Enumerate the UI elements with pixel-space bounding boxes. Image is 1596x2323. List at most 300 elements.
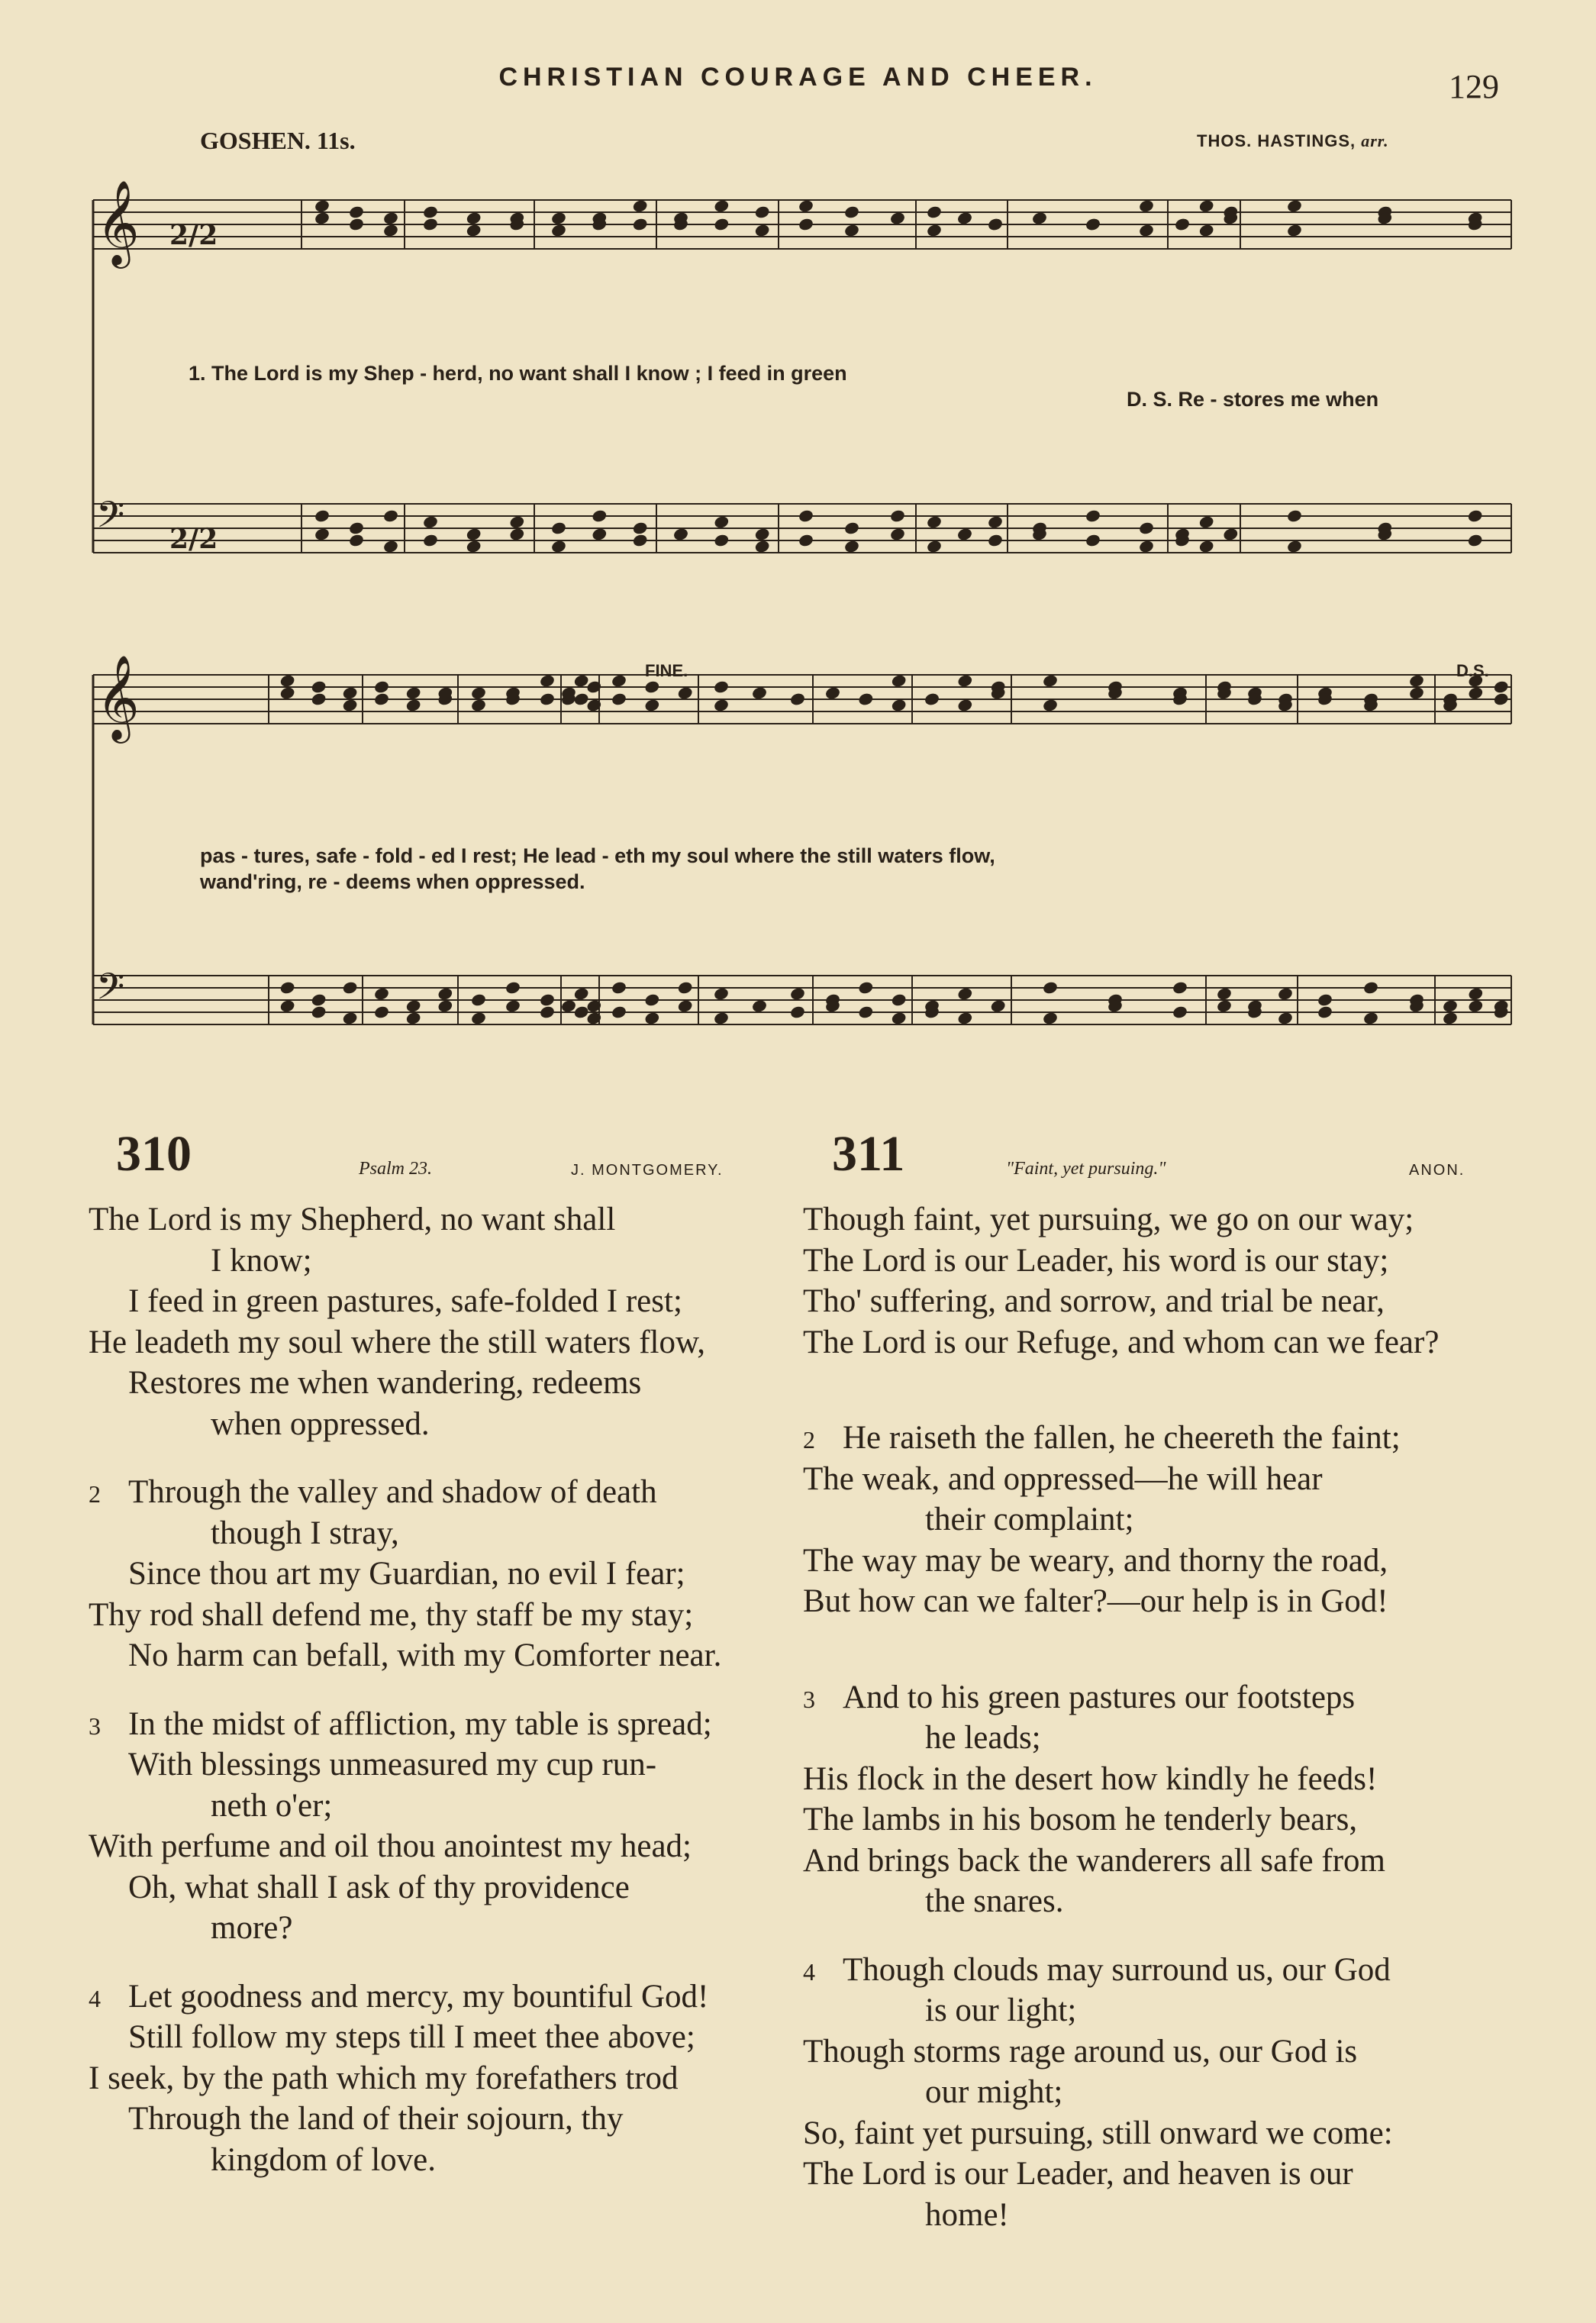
note-head	[279, 999, 296, 1013]
hymn-line	[803, 1841, 1513, 1882]
hymn-310-author: J. MONTGOMERY.	[571, 1162, 724, 1179]
note-head	[311, 992, 327, 1007]
note-head	[643, 992, 660, 1007]
note-head	[550, 223, 567, 237]
hymn-line	[89, 2058, 798, 2099]
note-head	[857, 980, 874, 995]
note-head	[889, 527, 906, 541]
note-head	[348, 521, 365, 535]
note-head	[891, 1011, 908, 1025]
line-text: Restores me when wandering, redeems	[128, 1365, 642, 1401]
line-text: The Lord is my Shepherd, no want shall	[89, 1202, 616, 1237]
line-text: His flock in the desert how kindly he feeds!	[803, 1760, 1378, 1797]
note-head	[677, 999, 694, 1013]
note-head	[1408, 686, 1425, 700]
note-head	[926, 223, 943, 237]
line-text: more?	[211, 1910, 293, 1946]
line-text: Though clouds may surround us, our God	[843, 1951, 1391, 1988]
stanza-gap	[89, 1676, 798, 1704]
note-head	[382, 508, 399, 523]
note-head	[643, 698, 660, 712]
lyrics-system2-line1: pas - tures, safe - fold - ed I rest; He lead - eth my soul where the still waters flow,	[200, 844, 995, 867]
note-head	[405, 1011, 422, 1025]
note-head	[470, 686, 487, 700]
note-head	[311, 679, 327, 694]
note-head	[373, 692, 390, 706]
note-head	[1172, 1005, 1188, 1019]
hymn-line	[803, 1418, 1513, 1459]
line-text: home!	[925, 2196, 1009, 2233]
hymn-311-text	[803, 1199, 1513, 2235]
note-head	[713, 1011, 730, 1025]
line-text: he leads;	[925, 1720, 1041, 1756]
lyrics-system1-line2: D. S. Re - stores me when	[1127, 388, 1379, 411]
line-text: neth o'er;	[211, 1787, 333, 1824]
line-text: kingdom of love.	[211, 2141, 436, 2178]
note-head	[956, 211, 973, 225]
note-head	[466, 223, 482, 237]
note-head	[643, 679, 660, 694]
note-head	[891, 698, 908, 712]
note-head	[314, 527, 330, 541]
hymn-line	[89, 1363, 798, 1404]
note-head	[1467, 986, 1484, 1001]
hymn-line	[803, 1677, 1513, 1718]
note-head	[843, 205, 860, 219]
line-text: I feed in green pastures, safe-folded I rest;	[128, 1283, 682, 1319]
hymn-line	[803, 1881, 1513, 1922]
line-text: Though faint, yet pursuing, we go on our way;	[803, 1202, 1414, 1237]
note-head	[751, 686, 768, 700]
note-head	[1277, 986, 1294, 1001]
note-head	[314, 508, 330, 523]
hymn-line	[803, 1541, 1513, 1582]
stanza-gap	[89, 1949, 798, 1976]
note-head	[713, 198, 730, 213]
fine-marking: FINE.	[645, 661, 688, 680]
stanza-number: 4	[89, 1984, 101, 2012]
note-head	[1138, 223, 1155, 237]
note-head	[891, 992, 908, 1007]
line-text: I know;	[211, 1242, 312, 1279]
hymn-line	[89, 2140, 798, 2181]
note-head	[382, 539, 399, 553]
lyrics-system2-line2: wand'ring, re - deems when oppressed.	[200, 870, 585, 893]
note-head	[342, 1011, 359, 1025]
line-text: The Lord is our Refuge, and whom can we fear?	[803, 1324, 1440, 1360]
line-text: our might;	[925, 2074, 1063, 2110]
hymn-line	[89, 1199, 798, 1241]
note-head	[1042, 980, 1059, 995]
line-text: when oppressed.	[211, 1405, 430, 1442]
note-head	[857, 692, 874, 706]
hymn-line	[803, 1499, 1513, 1541]
line-text: Let goodness and mercy, my bountiful God!	[128, 1978, 709, 2015]
hymn-line	[803, 2072, 1513, 2113]
page-number: 129	[1449, 68, 1499, 105]
note-head	[798, 533, 814, 547]
note-head	[1198, 223, 1215, 237]
note-head	[373, 679, 390, 694]
note-head	[1493, 679, 1510, 694]
note-head	[405, 698, 422, 712]
note-head	[1286, 198, 1303, 213]
hymn-line	[803, 1718, 1513, 1759]
line-text: With blessings unmeasured my cup run-	[128, 1747, 657, 1783]
note-head	[1085, 508, 1101, 523]
note-head	[956, 527, 973, 541]
hymn-311-number: 311	[832, 1126, 905, 1182]
hymn-310-number: 310	[116, 1126, 192, 1182]
hymn-line	[89, 1786, 798, 1827]
note-head	[1442, 999, 1459, 1013]
note-head	[1286, 508, 1303, 523]
note-head	[342, 980, 359, 995]
note-head	[1277, 1011, 1294, 1025]
note-head	[1198, 539, 1215, 553]
note-head	[889, 508, 906, 523]
note-head	[924, 692, 940, 706]
note-head	[751, 999, 768, 1013]
note-head	[1286, 223, 1303, 237]
note-head	[560, 999, 577, 1013]
note-head	[798, 508, 814, 523]
note-head	[926, 205, 943, 219]
note-head	[1467, 533, 1484, 547]
note-head	[677, 980, 694, 995]
hymn-line	[89, 1908, 798, 1949]
note-head	[550, 211, 567, 225]
note-head	[990, 999, 1007, 1013]
line-text: He raiseth the fallen, he cheereth the faint;	[843, 1420, 1401, 1456]
hymn-line	[89, 1595, 798, 1636]
note-head	[470, 698, 487, 712]
note-head	[422, 217, 439, 231]
note-head	[573, 692, 590, 706]
hymn-310-text	[89, 1199, 798, 2180]
note-head	[798, 217, 814, 231]
stanza-gap	[803, 1650, 1513, 1677]
line-text: Tho' suffering, and sorrow, and trial be near,	[803, 1283, 1385, 1319]
line-text: He leadeth my soul where the still waters flow,	[89, 1324, 706, 1360]
note-head	[573, 1005, 590, 1019]
hymn-line	[803, 2113, 1513, 2154]
note-head	[466, 539, 482, 553]
note-head	[539, 673, 556, 688]
note-head	[466, 211, 482, 225]
line-text: With perfume and oil thou anointest my head;	[89, 1828, 692, 1864]
note-head	[573, 673, 590, 688]
line-text: The lambs in his bosom he tenderly bears,	[803, 1802, 1358, 1837]
note-head	[1467, 999, 1484, 1013]
hymn-line	[803, 1581, 1513, 1622]
note-head	[591, 508, 608, 523]
note-head	[1216, 999, 1233, 1013]
time-signature: 2/2	[169, 523, 218, 555]
line-text: though I stray,	[211, 1515, 399, 1551]
ds-marking: D.S.	[1456, 661, 1489, 680]
note-head	[611, 1005, 627, 1019]
note-head	[713, 986, 730, 1001]
line-text: I seek, by the path which my forefathers trod	[89, 2060, 679, 2096]
note-head	[754, 223, 771, 237]
note-head	[1362, 980, 1379, 995]
note-head	[1317, 1005, 1333, 1019]
note-head	[891, 673, 908, 688]
line-text: The way may be weary, and thorny the road,	[803, 1542, 1388, 1579]
note-head	[1317, 992, 1333, 1007]
hymn-line	[803, 1241, 1513, 1282]
line-text: And brings back the wanderers all safe from	[803, 1842, 1385, 1879]
note-head	[1138, 198, 1155, 213]
note-head	[405, 686, 422, 700]
note-head	[382, 211, 399, 225]
note-head	[314, 198, 330, 213]
note-head	[1172, 980, 1188, 995]
note-head	[470, 992, 487, 1007]
line-text: The Lord is our Leader, and heaven is our	[803, 2156, 1353, 2192]
note-head	[1216, 986, 1233, 1001]
stanza-number: 2	[89, 1480, 101, 1508]
bass-clef-icon: 𝄢	[96, 965, 125, 1017]
note-head	[843, 539, 860, 553]
note-head	[1286, 539, 1303, 553]
note-head	[956, 986, 973, 1001]
note-head	[798, 198, 814, 213]
line-text: Since thou art my Guardian, no evil I fear;	[128, 1556, 685, 1592]
note-head	[405, 999, 422, 1013]
hymn-line	[803, 1459, 1513, 1500]
note-head	[382, 223, 399, 237]
note-head	[677, 686, 694, 700]
note-head	[539, 1005, 556, 1019]
note-head	[987, 515, 1004, 529]
hymn-311-reference: "Faint, yet pursuing."	[1006, 1159, 1166, 1179]
note-head	[1085, 533, 1101, 547]
note-head	[422, 533, 439, 547]
note-head	[1408, 673, 1425, 688]
note-head	[1174, 217, 1191, 231]
note-head	[373, 986, 390, 1001]
note-head	[539, 692, 556, 706]
note-head	[672, 527, 689, 541]
hymn-line	[803, 1799, 1513, 1841]
stanza-gap	[803, 1922, 1513, 1950]
note-head	[956, 673, 973, 688]
hymn-line	[803, 1990, 1513, 2031]
note-head	[1138, 539, 1155, 553]
note-head	[926, 539, 943, 553]
note-head	[573, 986, 590, 1001]
line-text: is our light;	[925, 1992, 1077, 2028]
hymn-line	[803, 2031, 1513, 2073]
note-head	[956, 698, 973, 712]
line-text: And to his green pastures our footsteps	[843, 1679, 1356, 1715]
note-head	[311, 1005, 327, 1019]
note-head	[550, 539, 567, 553]
time-signature: 2/2	[169, 219, 218, 251]
note-head	[713, 533, 730, 547]
line-text: Through the valley and shadow of death	[128, 1474, 657, 1510]
note-head	[632, 198, 649, 213]
hymn-line	[89, 1404, 798, 1445]
line-text: No harm can befall, with my Comforter near.	[128, 1637, 722, 1673]
note-head	[1042, 1011, 1059, 1025]
note-head	[279, 980, 296, 995]
music-score	[0, 0, 1596, 1084]
note-head	[632, 521, 649, 535]
tune-name: GOSHEN. 11s.	[200, 127, 356, 154]
treble-clef-icon: 𝄞	[96, 179, 140, 265]
line-text: But how can we falter?—our help is in God!	[803, 1583, 1388, 1619]
stanza-number: 3	[803, 1685, 815, 1713]
note-head	[789, 1005, 806, 1019]
note-head	[789, 986, 806, 1001]
note-head	[1031, 211, 1048, 225]
hymn-line	[89, 1322, 798, 1363]
note-head	[632, 533, 649, 547]
note-head	[508, 515, 525, 529]
note-head	[713, 217, 730, 231]
hymn-310-reference: Psalm 23.	[359, 1159, 432, 1179]
note-head	[342, 698, 359, 712]
stanza-gap	[803, 1363, 1513, 1390]
note-head	[508, 527, 525, 541]
line-text: Though storms rage around us, our God is	[803, 2033, 1358, 2070]
note-head	[643, 1011, 660, 1025]
note-head	[342, 686, 359, 700]
note-head	[754, 539, 771, 553]
stanza-number: 2	[803, 1426, 815, 1453]
lyrics-system1-line1: 1. The Lord is my Shep - herd, no want shall I know ; I feed in green	[189, 362, 847, 385]
note-head	[279, 673, 296, 688]
hymn-line	[89, 1704, 798, 1745]
line-text: their complaint;	[925, 1502, 1134, 1537]
hymn-line	[803, 2195, 1513, 2236]
arranger-suffix: arr.	[1361, 131, 1389, 150]
note-head	[437, 986, 453, 1001]
hymn-line	[89, 1241, 798, 1282]
note-head	[987, 533, 1004, 547]
note-head	[857, 1005, 874, 1019]
hymn-line	[89, 1744, 798, 1786]
note-head	[470, 1011, 487, 1025]
note-head	[754, 205, 771, 219]
note-head	[1042, 698, 1059, 712]
note-head	[987, 217, 1004, 231]
note-head	[505, 999, 521, 1013]
line-text: The weak, and oppressed—he will hear	[803, 1460, 1323, 1497]
note-head	[422, 515, 439, 529]
note-head	[1442, 1011, 1459, 1025]
note-head	[632, 217, 649, 231]
note-head	[1222, 527, 1239, 541]
note-head	[1042, 673, 1059, 688]
note-head	[1198, 198, 1215, 213]
note-head	[422, 205, 439, 219]
line-text: The Lord is our Leader, his word is our stay;	[803, 1242, 1389, 1279]
line-text: In the midst of affliction, my table is spread;	[128, 1705, 712, 1742]
hymn-line	[89, 1635, 798, 1676]
note-head	[466, 527, 482, 541]
note-head	[611, 692, 627, 706]
note-head	[437, 999, 453, 1013]
note-head	[1467, 686, 1484, 700]
note-head	[348, 205, 365, 219]
note-head	[611, 980, 627, 995]
note-head	[956, 1011, 973, 1025]
hymn-line	[89, 1281, 798, 1322]
note-head	[889, 211, 906, 225]
hymn-line	[89, 2017, 798, 2058]
note-head	[789, 692, 806, 706]
note-head	[1138, 521, 1155, 535]
stanza-number: 4	[803, 1957, 815, 1986]
hymn-line	[89, 1976, 798, 2018]
note-head	[550, 521, 567, 535]
note-head	[824, 686, 841, 700]
hymn-line	[803, 1281, 1513, 1322]
hymn-line	[803, 1950, 1513, 1991]
note-head	[505, 980, 521, 995]
note-head	[1362, 1011, 1379, 1025]
note-head	[311, 692, 327, 706]
hymn-line	[89, 1554, 798, 1595]
line-text: the snares.	[925, 1883, 1064, 1919]
stanza-number: 3	[89, 1712, 101, 1740]
note-head	[1198, 515, 1215, 529]
hymn-line	[89, 1513, 798, 1554]
note-head	[373, 1005, 390, 1019]
hymn-line	[803, 2154, 1513, 2195]
note-head	[1467, 508, 1484, 523]
hymn-line	[89, 1472, 798, 1513]
stanza-gap	[803, 1622, 1513, 1650]
line-text: So, faint yet pursuing, still onward we come:	[803, 2115, 1393, 2151]
note-head	[591, 527, 608, 541]
hymn-line	[89, 1826, 798, 1867]
note-head	[843, 223, 860, 237]
hymn-line	[89, 2099, 798, 2140]
note-head	[314, 211, 330, 225]
stanza-gap	[89, 1444, 798, 1472]
line-text: Thy rod shall defend me, thy staff be my stay;	[89, 1596, 694, 1633]
running-header: CHRISTIAN COURAGE AND CHEER.	[498, 63, 1098, 92]
hymn-line	[803, 1759, 1513, 1800]
bass-clef-icon: 𝄢	[96, 493, 125, 545]
line-text: Still follow my steps till I meet thee above;	[128, 2019, 695, 2055]
line-text: Oh, what shall I ask of thy providence	[128, 1869, 630, 1905]
treble-clef-icon: 𝄞	[96, 654, 140, 740]
note-head	[843, 521, 860, 535]
note-head	[279, 686, 296, 700]
note-head	[713, 698, 730, 712]
hymn-line	[803, 1199, 1513, 1241]
note-head	[348, 217, 365, 231]
note-head	[1085, 217, 1101, 231]
note-head	[1493, 692, 1510, 706]
note-head	[539, 992, 556, 1007]
note-head	[926, 515, 943, 529]
note-head	[348, 533, 365, 547]
stanza-gap	[803, 1390, 1513, 1418]
note-head	[713, 515, 730, 529]
note-head	[754, 527, 771, 541]
arranger-name: THOS. HASTINGS,	[1197, 131, 1356, 150]
hymn-311-author: ANON.	[1409, 1162, 1465, 1179]
line-text: Through the land of their sojourn, thy	[128, 2101, 624, 2137]
note-head	[713, 679, 730, 694]
